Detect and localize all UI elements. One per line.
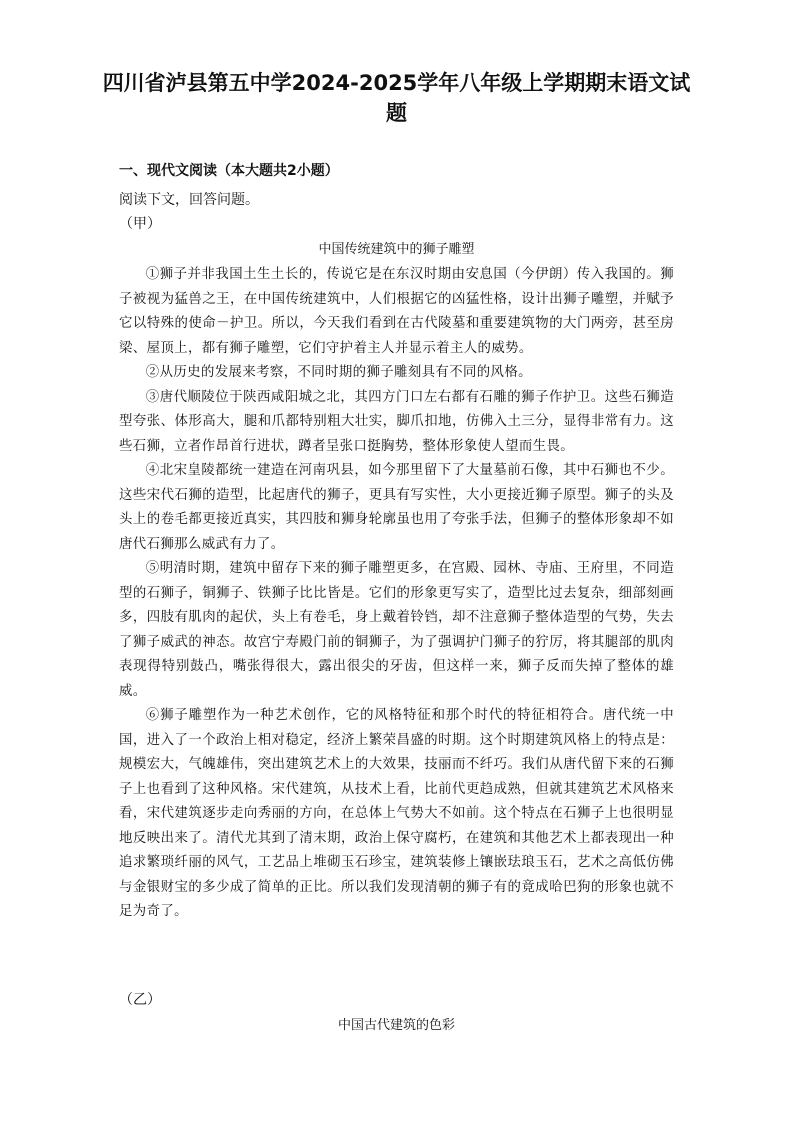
passage-a-body: [119, 263, 674, 925]
paragraph-6: ⑥狮子雕塑作为一种艺术创作，它的风格特征和那个时代的特征相符合。唐代统一中国，进入了一个政治上相对稳定，经济上繁荣昌盛的时期。这个时期建筑风格上的特点是：规模宏大，气魄雄伟，突出建筑艺术上的大效果，技丽而不纤巧。我们从唐代留下来的石狮子上也看到了这种风格。宋代建筑，从技术上看，比前代更趋成熟，但就其建筑艺术风格来看，宋代建筑逐步走向秀丽的方向，在总体上气势大不如前。这个特点在石狮子上也很明显地反映出来了。清代尤其到了清末期，政治上保守腐朽，在建筑和其他艺术上都表现出一种追求繁琐纤丽的风气，工艺品上堆砌玉石珍宝，建筑装修上镶嵌珐琅玉石，艺术之高低仿佛与金银财宝的多少成了简单的正比。所以我们发现清朝的狮子有的竟成哈巴狗的形象也就不足为奇了。: [119, 708, 674, 919]
passage-b-title: 中国古代建筑的色彩: [337, 1018, 455, 1033]
paragraph-2: ②从历史的发展来考察，不同时期的狮子雕刻具有不同的风格。: [145, 365, 532, 380]
passage-a-label: （甲）: [119, 216, 161, 232]
paragraph-3: ③唐代顺陵位于陕西咸阳城之北，其四方门口左右都有石雕的狮子作护卫。这些石狮造型夸张、体形高大，腿和爪都特别粗大壮实，脚爪扣地，仿佛入土三分，显得非常有力。这些石狮，立者作昂首行进状，蹲者呈张口挺胸势，整体形象使人望而生畏。: [119, 389, 674, 454]
reading-instruction: 阅读下文，回答问题。: [119, 192, 259, 208]
paragraph-1: ①狮子并非我国土生土长的，传说它是在东汉时期由安息国（今伊朗）传入我国的。狮子被视为猛兽之王，在中国传统建筑中，人们根据它的凶猛性格，设计出狮子雕塑，并赋予它以特殊的使命－护卫。所以，今天我们看到在古代陵墓和重要建筑物的大门两旁，甚至房梁、屋顶上，都有狮子雕塑，它们守护着主人并显示着主人的威势。: [119, 267, 674, 356]
passage-b-label: （乙）: [119, 992, 161, 1008]
section-heading: 一、现代文阅读（本大题共2小题）: [119, 163, 339, 179]
paragraph-5: ⑤明清时期，建筑中留存下来的狮子雕塑更多，在宫殿、园林、寺庙、王府里，不同造型的石狮子，铜狮子、铁狮子比比皆是。它们的形象更写实了，造型比过去复杂，细部刻画多，四肢有肌肉的起伏，头上有卷毛，身上戴着铃铛，却不注意狮子整体造型的气势，失去了狮子威武的神态。故宫宁寿殿门前的铜狮子，为了强调护门狮子的狞厉，将其腿部的肌肉表现得特别鼓凸，嘴张得很大，露出很尖的牙齿，但这样一来，狮子反而失掉了整体的雄威。: [119, 561, 674, 699]
paragraph-4: ④北宋皇陵都统一建造在河南巩县，如今那里留下了大量墓前石像，其中石狮也不少。这些宋代石狮的造型，比起唐代的狮子，更具有写实性，大小更接近狮子原型。狮子的头及头上的卷毛都更接近真实，其四肢和狮身轮廓虽也用了夸张手法，但狮子的整体形象却不如唐代石狮那么威武有力了。: [119, 463, 674, 552]
passage-a-title: 中国传统建筑中的狮子雕塑: [318, 242, 475, 257]
document-title: 四川省泸县第五中学2024-2025学年八年级上学期期末语文试题: [102, 71, 691, 125]
